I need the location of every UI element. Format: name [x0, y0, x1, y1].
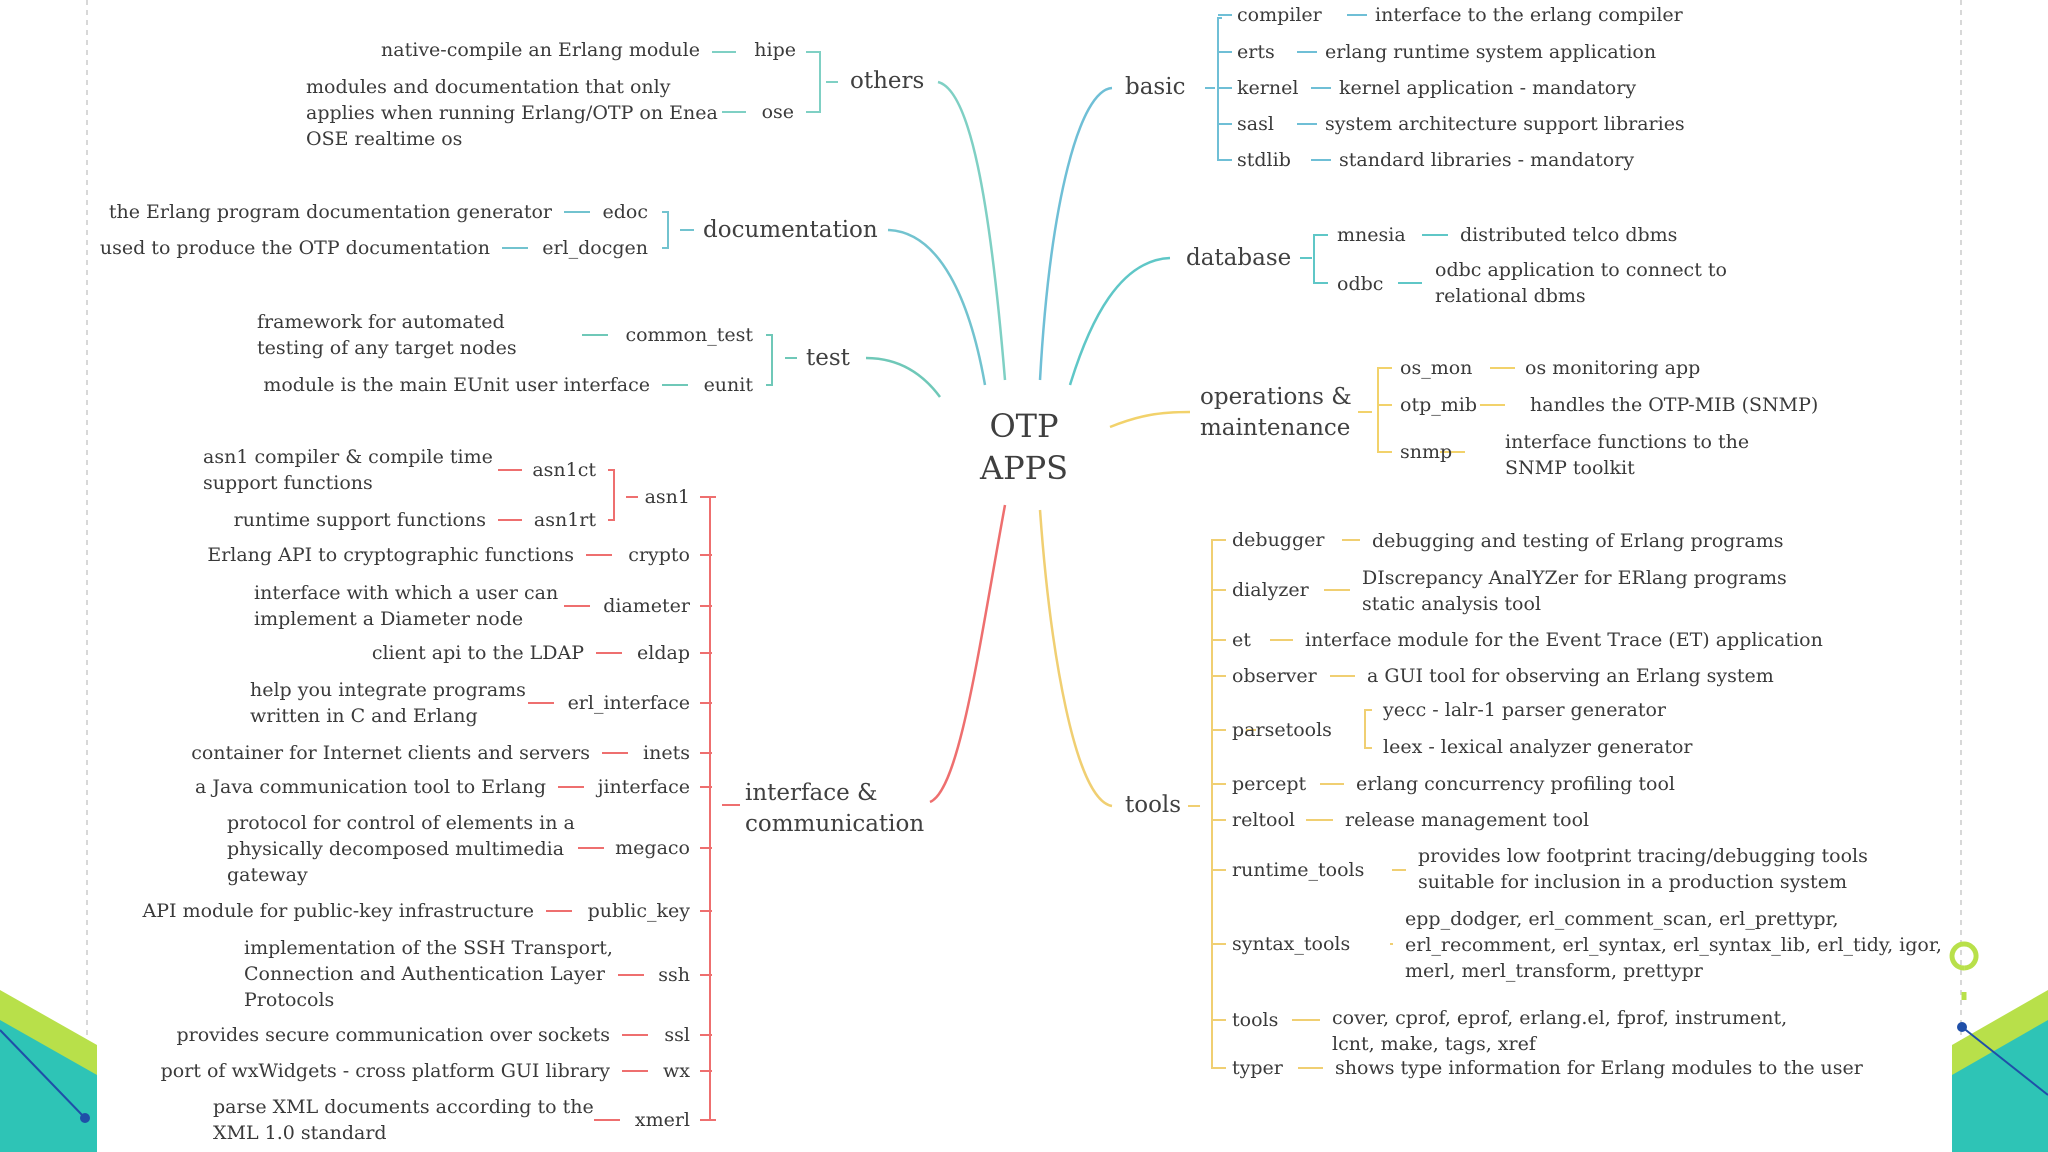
desc-common-test: framework for automated testing of any target nodes	[257, 311, 517, 359]
node-wx: wx	[663, 1060, 690, 1082]
desc-runtime-tools: provides low footprint tracing/debugging tools suitable for inclusion in a production system	[1418, 845, 1868, 893]
node-erl-docgen: erl_docgen	[542, 237, 648, 259]
bracket-others	[816, 52, 838, 112]
node-common-test: common_test	[625, 324, 753, 346]
node-ssh: ssh	[658, 964, 690, 986]
bracket-interface	[710, 497, 740, 1120]
node-et: et	[1232, 629, 1251, 651]
node-diameter: diameter	[603, 595, 690, 617]
branch-others: others	[850, 68, 925, 94]
desc-hipe: native-compile an Erlang module	[381, 39, 700, 61]
bracket-database	[1300, 235, 1318, 283]
desc-edoc: the Erlang program documentation generator	[108, 201, 552, 223]
desc-syntax-tools: epp_dodger, erl_comment_scan, erl_prettypr, erl_recomment, erl_syntax, erl_syntax_lib, erl_tidy, igor, merl, merl_transform, prettypr	[1405, 908, 1942, 982]
center-title-line1: OTP	[989, 407, 1059, 445]
bracket-asn1	[608, 470, 638, 520]
node-asn1rt: asn1rt	[533, 509, 596, 531]
desc-megaco: protocol for control of elements in a physically decomposed multimedia gateway	[227, 812, 575, 886]
branch-curve-basic	[1040, 88, 1112, 380]
node-reltool: reltool	[1232, 809, 1295, 831]
node-inets: inets	[643, 742, 690, 764]
node-odbc: odbc	[1337, 273, 1384, 295]
branch-interface: interface & communication	[745, 780, 925, 837]
node-compiler: compiler	[1237, 4, 1322, 26]
desc-kernel: kernel application - mandatory	[1339, 77, 1637, 99]
node-debugger: debugger	[1232, 529, 1325, 551]
leaf-yecc: yecc - lalr-1 parser generator	[1383, 699, 1667, 721]
node-parsetools: parsetools	[1232, 719, 1332, 741]
branch-operations: operations & maintenance	[1200, 384, 1352, 441]
desc-ose: modules and documentation that only applies when running Erlang/OTP on Enea OSE realtime os	[306, 76, 718, 150]
node-percept: percept	[1232, 773, 1307, 795]
desc-odbc: odbc application to connect to relational dbms	[1435, 259, 1727, 307]
node-erl-interface: erl_interface	[567, 692, 690, 714]
node-ssl: ssl	[664, 1024, 690, 1046]
node-snmp: snmp	[1400, 441, 1453, 463]
node-kernel: kernel	[1237, 77, 1299, 99]
desc-inets: container for Internet clients and servers	[191, 742, 590, 764]
node-hipe: hipe	[754, 39, 796, 61]
desc-ssl: provides secure communication over sockets	[176, 1024, 610, 1046]
desc-erts: erlang runtime system application	[1325, 41, 1657, 63]
center-node	[964, 405, 1084, 489]
branch-curve-operations	[1110, 412, 1190, 427]
node-asn1ct: asn1ct	[532, 459, 596, 481]
desc-mnesia: distributed telco dbms	[1460, 224, 1678, 246]
branch-curve-database	[1070, 258, 1170, 385]
desc-typer: shows type information for Erlang modules to the user	[1335, 1057, 1863, 1079]
desc-reltool: release management tool	[1345, 809, 1590, 831]
node-syntax-tools: syntax_tools	[1232, 933, 1351, 955]
node-os-mon: os_mon	[1400, 357, 1473, 379]
node-observer: observer	[1232, 665, 1317, 687]
node-erts: erts	[1237, 41, 1275, 63]
branch-curve-tools	[1040, 510, 1112, 806]
branch-curve-documentation	[888, 230, 985, 385]
node-megaco: megaco	[615, 837, 690, 859]
desc-crypto: Erlang API to cryptographic functions	[207, 544, 574, 566]
desc-et: interface module for the Event Trace (ET) application	[1305, 629, 1823, 651]
desc-asn1ct: asn1 compiler & compile time support functions	[203, 446, 493, 494]
bracket-operations	[1358, 368, 1382, 452]
desc-erl-interface: help you integrate programs written in C and Erlang	[250, 679, 526, 727]
node-ose: ose	[761, 101, 794, 123]
desc-os-mon: os monitoring app	[1525, 357, 1701, 379]
node-xmerl: xmerl	[634, 1109, 690, 1131]
node-eunit: eunit	[703, 374, 753, 396]
bracket-tools	[1188, 540, 1218, 1068]
branch-curve-interface	[930, 505, 1005, 802]
desc-eunit: module is the main EUnit user interface	[263, 374, 650, 396]
node-public-key: public_key	[587, 900, 690, 922]
desc-stdlib: standard libraries - mandatory	[1339, 149, 1635, 171]
desc-compiler: interface to the erlang compiler	[1375, 4, 1683, 26]
desc-public-key: API module for public-key infrastructure	[142, 900, 534, 922]
node-otp-mib: otp_mib	[1400, 394, 1477, 416]
desc-otp-mib: handles the OTP-MIB (SNMP)	[1530, 394, 1819, 416]
node-runtime-tools: runtime_tools	[1232, 859, 1365, 881]
desc-observer: a GUI tool for observing an Erlang system	[1367, 665, 1774, 687]
branch-curve-others	[938, 82, 1005, 380]
node-mnesia: mnesia	[1337, 224, 1406, 246]
desc-xmerl: parse XML documents according to the XML 1.0 standard	[213, 1096, 594, 1144]
center-title-line2: APPS	[979, 449, 1069, 487]
bracket-test	[766, 335, 797, 385]
branch-basic: basic	[1125, 74, 1186, 100]
node-asn1: asn1	[644, 486, 690, 508]
desc-debugger: debugging and testing of Erlang programs	[1372, 530, 1784, 552]
desc-tools-app: cover, cprof, eprof, erlang.el, fprof, instrument, lcnt, make, tags, xref	[1332, 1007, 1788, 1055]
branch-documentation: documentation	[703, 217, 878, 243]
node-sasl: sasl	[1237, 113, 1274, 135]
node-stdlib: stdlib	[1237, 149, 1291, 171]
desc-asn1rt: runtime support functions	[233, 509, 486, 531]
desc-diameter: interface with which a user can implement a Diameter node	[254, 582, 559, 630]
branch-curve-test	[866, 358, 940, 397]
node-edoc: edoc	[602, 201, 648, 223]
corner-decoration-right	[1952, 944, 2048, 1152]
desc-wx: port of wxWidgets - cross platform GUI library	[160, 1060, 610, 1082]
branch-test: test	[806, 345, 850, 371]
desc-dialyzer: DIscrepancy AnalYZer for ERlang programs static analysis tool	[1362, 567, 1787, 615]
node-typer: typer	[1232, 1057, 1283, 1079]
node-eldap: eldap	[637, 642, 690, 664]
node-dialyzer: dialyzer	[1232, 579, 1309, 601]
desc-sasl: system architecture support libraries	[1325, 113, 1685, 135]
branch-database: database	[1186, 245, 1292, 271]
desc-ssh: implementation of the SSH Transport, Connection and Authentication Layer Protocols	[244, 937, 613, 1011]
desc-snmp: interface functions to the SNMP toolkit	[1505, 431, 1750, 479]
node-tools-app: tools	[1232, 1009, 1279, 1031]
bracket-documentation	[662, 212, 694, 248]
node-jinterface: jinterface	[597, 776, 690, 798]
desc-eldap: client api to the LDAP	[371, 642, 584, 664]
leaf-leex: leex - lexical analyzer generator	[1383, 736, 1693, 758]
desc-percept: erlang concurrency profiling tool	[1356, 773, 1675, 795]
desc-jinterface: a Java communication tool to Erlang	[195, 776, 546, 798]
branch-tools: tools	[1125, 792, 1182, 818]
desc-erl-docgen: used to produce the OTP documentation	[99, 237, 490, 259]
corner-decoration-left	[0, 990, 97, 1152]
node-crypto: crypto	[628, 544, 690, 566]
